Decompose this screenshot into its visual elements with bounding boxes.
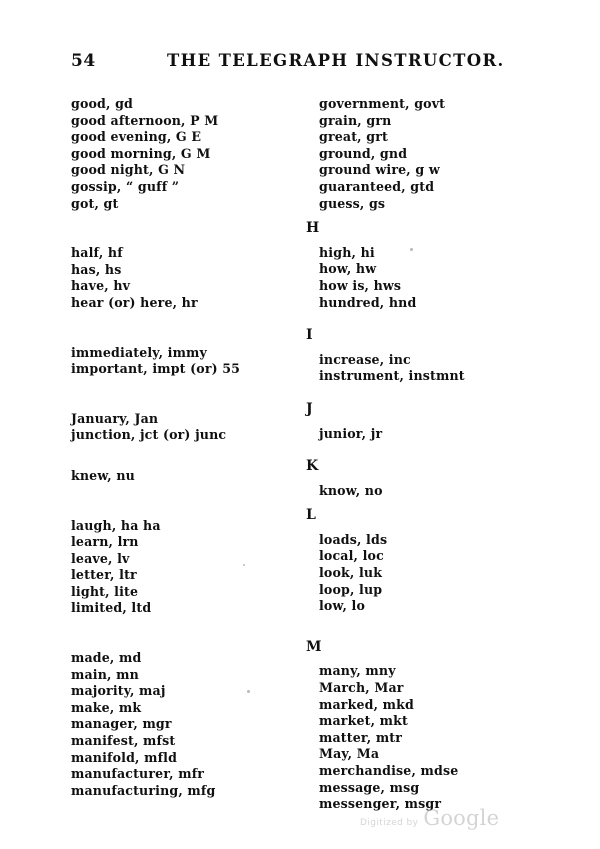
entry-group [306, 96, 536, 212]
vertical-gap [306, 475, 536, 483]
scan-speck [410, 248, 413, 251]
glossary-entry: have, hv [71, 278, 131, 294]
glossary-entry: increase, inc [319, 351, 411, 367]
vertical-gap [306, 344, 536, 352]
glossary-entry: manifest, mfst [71, 733, 176, 749]
entry-group [71, 411, 301, 444]
glossary-entry: half, hf [71, 245, 123, 261]
glossary-entry: junior, jr [319, 425, 383, 441]
glossary-entry: hundred, hnd [319, 294, 417, 310]
vertical-gap [71, 485, 301, 518]
vertical-gap [306, 385, 536, 401]
glossary-entry: matter, mtr [319, 729, 403, 745]
letter-heading-l: L [306, 507, 317, 524]
glossary-entry: good night, G N [71, 162, 186, 178]
glossary-entry: good afternoon, P M [71, 112, 219, 128]
entry-group [71, 345, 301, 378]
glossary-entry: great, grt [319, 129, 388, 145]
vertical-gap [71, 617, 301, 650]
glossary-entry: grain, grn [319, 112, 392, 128]
glossary-entry: gossip, “ guff ” [71, 178, 180, 194]
entry-group [71, 650, 301, 799]
glossary-entry: good morning, G M [71, 145, 211, 161]
glossary-entry: ground wire, g w [319, 162, 440, 178]
glossary-entry: know, no [319, 482, 383, 498]
glossary-entry: loads, lds [319, 531, 388, 547]
entry-group [306, 507, 536, 615]
page-number: 54 [71, 51, 96, 71]
glossary-entry: high, hi [319, 244, 375, 260]
glossary-entry: majority, maj [71, 683, 166, 699]
vertical-gap [306, 499, 536, 507]
entry-group [306, 458, 536, 499]
glossary-entry: look, luk [319, 565, 383, 581]
glossary-entry: January, Jan [71, 410, 159, 426]
vertical-gap [71, 444, 301, 468]
vertical-gap [71, 312, 301, 345]
glossary-entry: guess, gs [319, 195, 386, 211]
glossary-entry: March, Mar [319, 680, 404, 696]
running-head [71, 50, 511, 72]
letter-heading-h: H [306, 220, 320, 237]
vertical-gap [306, 615, 536, 639]
vertical-gap [306, 212, 536, 220]
scan-speck [243, 564, 245, 566]
vertical-gap [306, 442, 536, 458]
glossary-entry: low, lo [319, 598, 366, 614]
entry-group [71, 245, 301, 311]
glossary-entry: light, lite [71, 583, 139, 599]
glossary-entry: guaranteed, gtd [319, 178, 435, 194]
entry-group [71, 518, 301, 618]
glossary-entry: market, mkt [319, 713, 408, 729]
digitization-watermark [360, 806, 499, 830]
glossary-entry: hear (or) here, hr [71, 294, 198, 310]
glossary-entry: manifold, mfld [71, 749, 178, 765]
glossary-entry: learn, lrn [71, 534, 139, 550]
vertical-gap [306, 655, 536, 663]
glossary-entry: letter, ltr [71, 567, 137, 583]
glossary-entry: good evening, G E [71, 129, 202, 145]
glossary-entry: government, govt [319, 96, 446, 111]
glossary-entry: many, mny [319, 663, 396, 679]
glossary-entry: how is, hws [319, 277, 402, 293]
glossary-entry: got, gt [71, 195, 119, 211]
glossary-entry: ground, gnd [319, 145, 408, 161]
right-column [306, 96, 536, 813]
glossary-entry: important, impt (or) 55 [71, 361, 241, 377]
glossary-entry: has, hs [71, 261, 122, 277]
glossary-entry: leave, lv [71, 550, 130, 566]
entry-group [306, 401, 536, 442]
glossary-entry: loop, lup [319, 581, 383, 597]
letter-heading-i: I [306, 327, 314, 344]
letter-heading-j: J [306, 400, 314, 417]
glossary-entry: laugh, ha ha [71, 517, 161, 533]
watermark-brand: Google [423, 806, 500, 830]
glossary-entry: manufacturer, mfr [71, 766, 205, 782]
glossary-entry: instrument, instmnt [319, 368, 465, 384]
vertical-gap [306, 311, 536, 327]
entry-group [71, 468, 301, 485]
left-column [71, 96, 301, 799]
glossary-entry: May, Ma [319, 746, 380, 762]
glossary-entry: made, md [71, 650, 142, 666]
glossary-entry: local, loc [319, 548, 384, 564]
glossary-entry: manager, mgr [71, 716, 172, 732]
glossary-entry: good, gd [71, 96, 133, 111]
glossary-entry: make, mk [71, 699, 142, 715]
glossary-entry: limited, ltd [71, 600, 152, 616]
glossary-entry: messenger, msgr [319, 796, 442, 812]
vertical-gap [71, 212, 301, 245]
letter-heading-m: M [306, 638, 322, 655]
letter-heading-k: K [306, 458, 319, 475]
glossary-entry: main, mn [71, 666, 139, 682]
vertical-gap [71, 378, 301, 411]
glossary-entry: junction, jct (or) junc [71, 427, 227, 443]
page-title: THE TELEGRAPH INSTRUCTOR. [167, 51, 505, 70]
scan-speck [247, 690, 250, 693]
entry-group [306, 639, 536, 813]
glossary-entry: immediately, immy [71, 344, 207, 360]
glossary-entry: merchandise, mdse [319, 763, 459, 778]
entry-group [71, 96, 301, 212]
glossary-entry: message, msg [319, 779, 420, 795]
watermark-prefix: Digitized by [360, 818, 419, 828]
vertical-gap [306, 418, 536, 426]
entry-group [306, 327, 536, 385]
glossary-entry: how, hw [319, 261, 377, 277]
glossary-entry: marked, mkd [319, 696, 414, 712]
glossary-entry: knew, nu [71, 467, 135, 483]
vertical-gap [306, 524, 536, 532]
entry-group [306, 220, 536, 311]
glossary-entry: manufacturing, mfg [71, 782, 216, 798]
vertical-gap [306, 237, 536, 245]
